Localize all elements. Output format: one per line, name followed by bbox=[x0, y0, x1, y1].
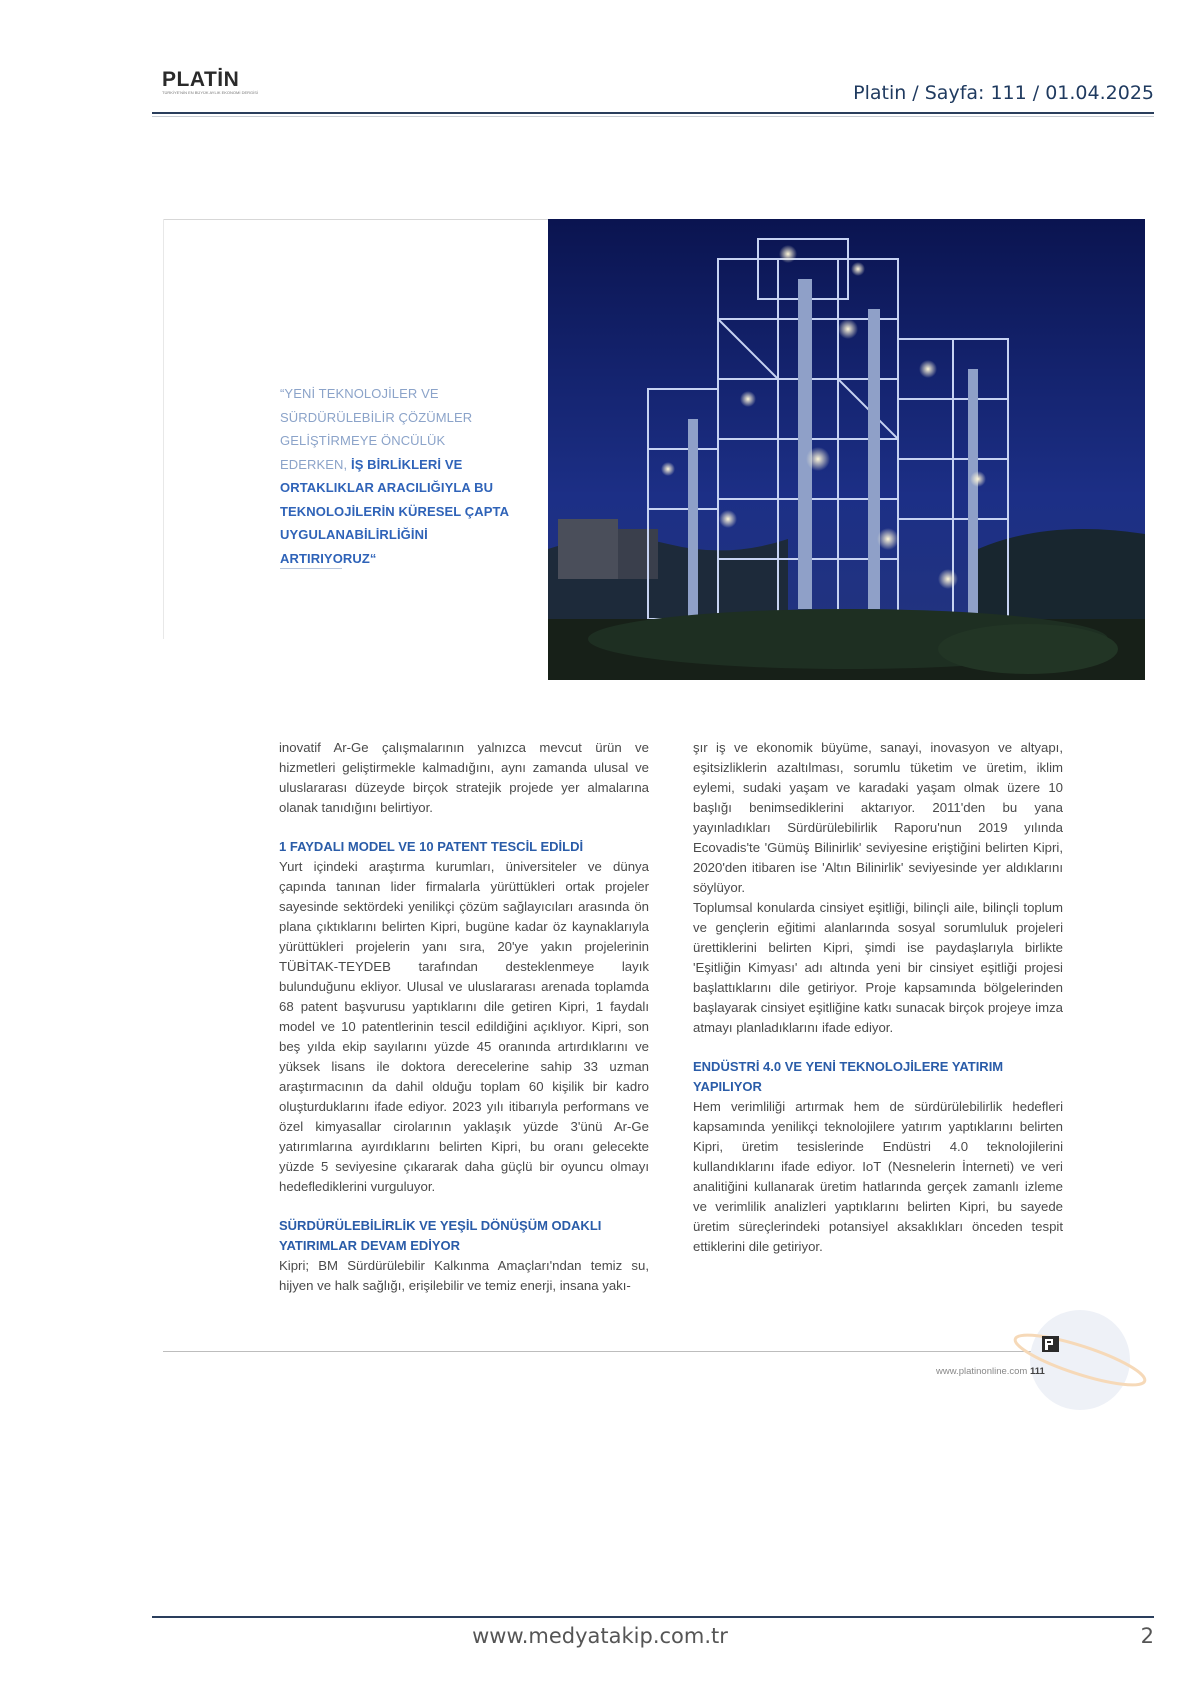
magazine-frame-top bbox=[163, 219, 548, 220]
pull-quote-bold: İŞ BİRLİKLERİ VE ORTAKLIKLAR ARACILIĞIYLA BU TEKNOLOJİLERİN KÜRESEL ÇAPTA UYGULANABİLİRLİĞİNİ ARTIRIYORUZ“ bbox=[280, 456, 509, 566]
footer-page-number: 2 bbox=[1140, 1624, 1154, 1648]
section-heading: SÜRDÜRÜLEBİLİRLİK VE YEŞİL DÖNÜŞÜM ODAKLI YATIRIMLAR DEVAM EDİYOR bbox=[279, 1218, 602, 1253]
paragraph: Yurt içindeki araştırma kurumları, üniversiteler ve dünya çapında tanınan lider firmalarla yürüttükleri ortak projeler sayesinde sektördeki yenilikçi çözüm sağlayıcıları arasında ön plana çıktıklarını belirten Kipri, bugüne kadar öz kaynaklarıyla yürüttükleri projelerin yanı sıra, 20'ye yakın projelerinin TÜBİTAK-TEYDEB tarafından desteklenmeye layık bulunduğunu ekliyor. Ulusal ve uluslararası arenada toplamda 68 patent başvurusu yaptıklarını dile getiren Kipri, 1 faydalı model ve 10 patentlerinin tescil edildiğini açıklıyor. Kipri, son beş yılda ekip sayılarını yüzde 45 oranında artırdıklarını ve yüksek lisans ile doktora derecelerine sahip 33 uzman araştırmacının da dahil olduğu toplam 60 kişilik bir kadro oluşturduklarını ifade ediyor. 2023 yılı itibarıyla performans ve özel kimyasallar cirolarının yaklaşık yüzde 3'ünü Ar-Ge yatırımlarına ayırdıklarını belirten Kipri, bu oranı gelecekte yüzde 5 seviyesine çıkararak daha güçlü bir oyuncu olmayı hedeflediklerini vurguluyor. bbox=[279, 859, 649, 1194]
magazine-footer bbox=[936, 1366, 1045, 1377]
magazine-footer-rule bbox=[163, 1351, 1058, 1352]
section-heading: 1 FAYDALI MODEL VE 10 PATENT TESCİL EDİLDİ bbox=[279, 839, 584, 854]
footer-url: www.medyatakip.com.tr bbox=[472, 1624, 728, 1648]
magazine-page-number: 111 bbox=[1030, 1366, 1045, 1377]
article-column-right bbox=[693, 738, 1063, 1257]
pull-quote-rule bbox=[280, 568, 342, 569]
page-title: Platin / Sayfa: 111 / 01.04.2025 bbox=[853, 82, 1154, 104]
header-divider bbox=[152, 112, 1154, 114]
planet-decoration-icon bbox=[1010, 1305, 1150, 1415]
paragraph: Kipri; BM Sürdürülebilir Kalkınma Amaçları'ndan temiz su, hijyen ve halk sağlığı, erişilebilir ve temiz enerji, insana yakı- bbox=[279, 1258, 649, 1293]
pull-quote-light: “YENİ TEKNOLOJİLER VE SÜRDÜRÜLEBİLİR ÇÖZÜMLER GELİŞTİRMEYE ÖNCÜLÜK EDERKEN, bbox=[280, 386, 473, 472]
magazine-frame-left bbox=[163, 219, 164, 639]
paragraph: Toplumsal konularda cinsiyet eşitliği, bilinçli aile, bilinçli toplum ve gençlerin eğitimi alanlarında sosyal sorumluluk projeleri ürettiklerini belirten Kipri, şimdi ise paydaşlarıyla birlikte 'Eşitliğin Kimyası' adı altında yeni bir cinsiyet eşitliği projesi başlattıklarını dile getiriyor. Proje kapsamında bölgelerinden başlayarak cinsiyet eşitliğine katkı sunacak birçok projeye imza atmayı planladıklarını ifade ediyor. bbox=[693, 900, 1063, 1035]
pull-quote bbox=[280, 382, 515, 570]
logo-text: PLATİN bbox=[162, 68, 240, 91]
platin-logo bbox=[162, 68, 259, 104]
paragraph: Hem verimliliği artırmak hem de sürdürülebilirlik hedefleri kapsamında yenilikçi teknolojilere yatırım yaptıklarını belirten Kipri, üretim tesislerinde Endüstri 4.0 teknolojilerini kullandıklarını ifade ediyor. IoT (Nesnelerin İnterneti) ve veri analitiğini kullanarak üretim hatlarında gerçek zamanlı izleme ve verimlilik analizleri yaptıklarını belirten Kipri, bu sayede üretim süreçlerindeki potansiyel aksaklıkları önceden tespit ettiklerini dile getiriyor. bbox=[693, 1099, 1063, 1254]
paragraph: şır iş ve ekonomik büyüme, sanayi, inovasyon ve altyapı, eşitsizliklerin azaltılması, sorumlu tüketim ve üretim, iklim eylemi, sudaki yaşam ve karadaki yaşam olmak üzere 10 başlığı benimsediklerini aktarıyor. 2011'den bu yana yayınladıkları Sürdürülebilirlik Raporu'nun 2019 yılında Ecovadis'te 'Gümüş Bilinirlik' seviyesine eriştiğini belirten Kipri, 2020'den itibaren ise 'Altın Bilinirlik' seviyesinde yer aldıklarını söylüyor. bbox=[693, 740, 1063, 895]
section-heading: ENDÜSTRİ 4.0 VE YENİ TEKNOLOJİLERE YATIRIM YAPILIYOR bbox=[693, 1059, 1004, 1094]
magazine-url: www.platinonline.com bbox=[936, 1366, 1028, 1377]
header-divider-thin bbox=[152, 116, 1154, 117]
platin-p-icon bbox=[1042, 1336, 1059, 1352]
logo-tagline: TÜRKİYE'NİN EN BÜYÜK AYLIK EKONOMİ DERGİSİ bbox=[162, 90, 259, 95]
paragraph: inovatif Ar-Ge çalışmalarının yalnızca mevcut ürün ve hizmetleri geliştirmekle kalmadığını, aynı zamanda ulusal ve uluslararası düzeyde birçok stratejik projede yer almalarına olanak tanıdığını belirtiyor. bbox=[279, 740, 649, 815]
footer-divider bbox=[152, 1616, 1154, 1618]
article-column-left bbox=[279, 738, 649, 1296]
industrial-plant-photo bbox=[548, 219, 1145, 680]
